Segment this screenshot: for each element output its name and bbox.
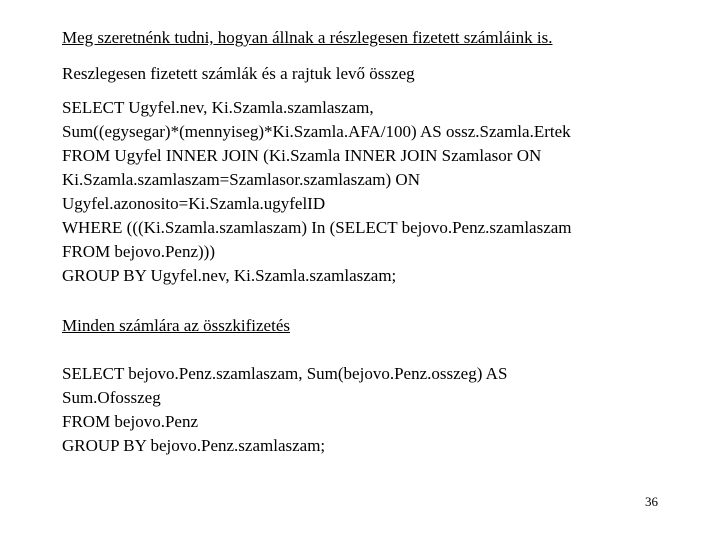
- query-line: SELECT Ugyfel.nev, Ki.Szamla.szamlaszam,: [62, 98, 374, 117]
- query-line: SELECT bejovo.Penz.szamlaszam, Sum(bejovo.Penz.osszeg) AS: [62, 364, 508, 383]
- query-line: FROM Ugyfel INNER JOIN (Ki.Szamla INNER JOIN Szamlasor ON: [62, 146, 542, 165]
- query-line: GROUP BY bejovo.Penz.szamlaszam;: [62, 436, 326, 455]
- sql-query-partial-payments: [62, 96, 572, 288]
- page-number: 36: [645, 494, 658, 509]
- sql-query-total-payments: [62, 362, 507, 458]
- query-line: FROM bejovo.Penz: [62, 412, 198, 431]
- subtitle: Reszlegesen fizetett számlák és a rajtuk levő összeg: [62, 64, 415, 83]
- query-line: Sum.Ofosszeg: [62, 388, 161, 407]
- section-heading: Minden számlára az összkifizetés: [62, 316, 290, 335]
- query-line: Sum((egysegar)*(mennyiseg)*Ki.Szamla.AFA/100) AS ossz.Szamla.Ertek: [62, 122, 571, 141]
- query-line: GROUP BY Ugyfel.nev, Ki.Szamla.szamlaszam;: [62, 266, 397, 285]
- slide-heading: Meg szeretnénk tudni, hogyan állnak a részlegesen fizetett számláink is.: [62, 28, 553, 47]
- query-line: Ugyfel.azonosito=Ki.Szamla.ugyfelID: [62, 194, 326, 213]
- query-line: Ki.Szamla.szamlaszam=Szamlasor.szamlaszam) ON: [62, 170, 420, 189]
- query-line: WHERE (((Ki.Szamla.szamlaszam) In (SELECT bejovo.Penz.szamlaszam: [62, 218, 572, 237]
- query-line: FROM bejovo.Penz))): [62, 242, 215, 261]
